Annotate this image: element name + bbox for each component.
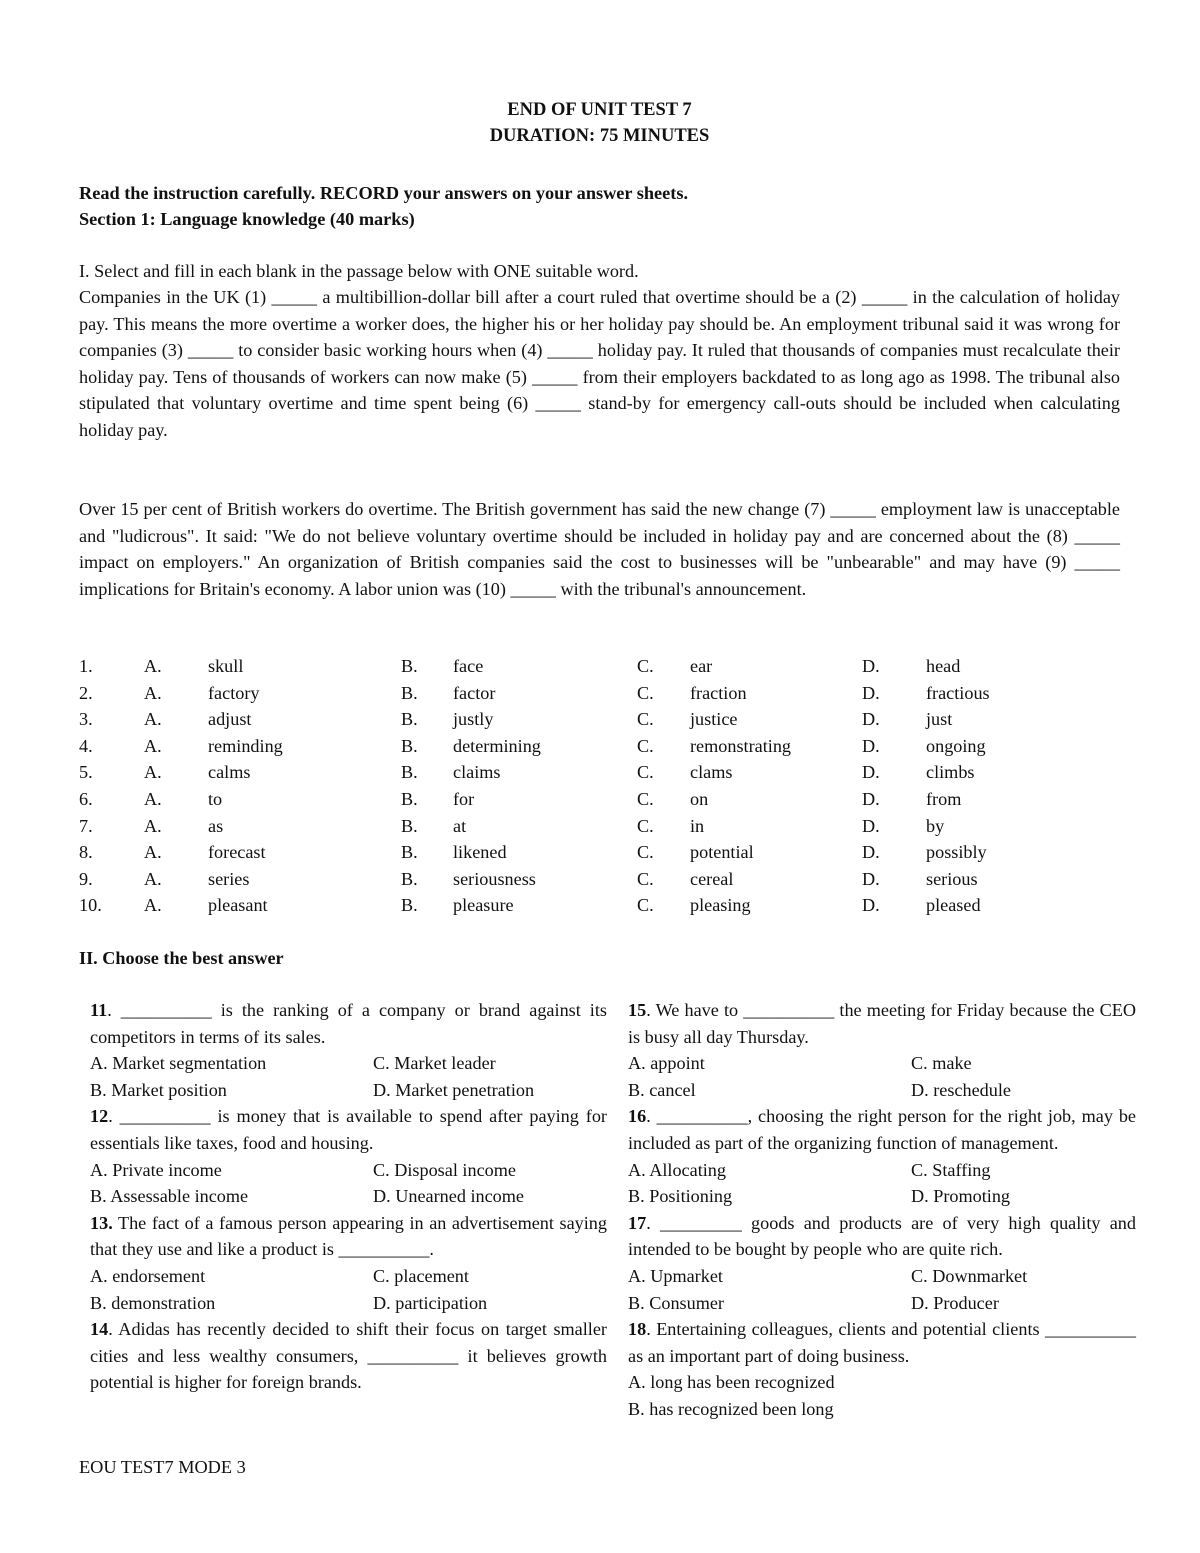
question-stem: . __________ is the ranking of a company or brand against its competitors in terms of its sales. <box>90 1000 607 1047</box>
option-letter: A. <box>144 842 162 863</box>
duration-heading: DURATION: 75 MINUTES <box>489 126 710 146</box>
option-letter: C. <box>637 682 654 703</box>
answer-option: A. Market segmentation <box>90 1053 267 1074</box>
answer-row <box>628 1077 1136 1104</box>
option-letter: C. <box>637 895 654 916</box>
question-number: 12 <box>90 1106 109 1127</box>
answer-option: A. Allocating <box>628 1159 726 1180</box>
option-d: serious <box>926 868 978 889</box>
answer-row <box>90 1290 607 1317</box>
option-letter: B. <box>401 842 418 863</box>
option-row <box>79 706 1120 733</box>
answer-option: C. Disposal income <box>373 1159 516 1180</box>
option-letter: A. <box>144 735 162 756</box>
answer-option: C. placement <box>373 1265 469 1286</box>
answer-option: B. Positioning <box>628 1186 733 1207</box>
question-number: 18 <box>628 1319 647 1340</box>
option-letter: C. <box>637 868 654 889</box>
option-b: seriousness <box>453 868 536 889</box>
answer-row <box>628 1183 1136 1210</box>
option-letter: D. <box>862 788 880 809</box>
option-letter: D. <box>862 842 880 863</box>
option-row <box>79 866 1120 893</box>
option-letter: D. <box>862 815 880 836</box>
question-number: 14 <box>90 1319 109 1340</box>
option-row <box>79 813 1120 840</box>
passage-paragraph-2: Over 15 per cent of British workers do overtime. The British government has said the new change (7) _____ employment law is unacceptable and "ludicrous". It said: "We do not believe voluntary overtime should be included in holiday pay and are concerned about the (8) _____ impact on employers." An organization of British companies said the cost to businesses will be "unbearable" and may have (9) _____ implications for Britain's economy. A labor union was (10) _____ with the tribunal's announcement. <box>79 499 1120 599</box>
answer-row <box>90 1050 607 1077</box>
option-a: as <box>208 815 224 836</box>
option-letter: A. <box>144 682 162 703</box>
option-letter: A. <box>144 895 162 916</box>
option-a: adjust <box>208 709 252 730</box>
answer-option: C. Market leader <box>373 1053 496 1074</box>
option-a: pleasant <box>208 895 268 916</box>
option-c: fraction <box>690 682 747 703</box>
option-d: climbs <box>926 762 975 783</box>
answer-option: B. Market position <box>90 1079 227 1100</box>
part2-title: II. Choose the best answer <box>79 948 284 968</box>
option-letter: B. <box>401 709 418 730</box>
questions-right-column <box>628 997 1136 1423</box>
option-b: justly <box>453 709 494 730</box>
question-stem: . __________, choosing the right person for the right job, may be included as part of the organizing function of management. <box>628 1106 1136 1153</box>
question-stem: . __________ is money that is available to spend after paying for essentials like taxes, food and housing. <box>90 1106 607 1153</box>
option-letter: A. <box>144 788 162 809</box>
question-stem: . _________ goods and products are of very high quality and intended to be bought by people who are quite rich. <box>628 1212 1136 1260</box>
question-number: 4. <box>79 735 93 756</box>
option-d: head <box>926 656 961 676</box>
option-letter: B. <box>401 895 418 916</box>
question-number: 17 <box>628 1212 647 1233</box>
option-row <box>79 653 1120 680</box>
answer-option: A. Upmarket <box>628 1265 723 1286</box>
question-number: 6. <box>79 788 93 809</box>
answer-row <box>90 1157 607 1184</box>
option-a: series <box>208 868 250 889</box>
answer-row <box>628 1157 1136 1184</box>
question-number: 9. <box>79 868 93 889</box>
option-d: pleased <box>926 895 981 916</box>
passage-paragraph-1: Companies in the UK (1) _____ a multibillion-dollar bill after a court ruled that overtime should be a (2) _____ in the calculation of holiday pay. This means the more overtime a worker does, the higher his or her holiday pay should be. An employment tribunal said it was wrong for companies (3) _____ to consider basic working hours when (4) _____ holiday pay. It ruled that thousands of companies must recalculate their holiday pay. Tens of thousands of workers can now make (5) _____ from their employers backdated to as long ago as 1998. The tribunal also stipulated that voluntary overtime and time spent being (6) _____ stand-by for emergency call-outs should be included when calculating holiday pay. <box>79 287 1120 440</box>
option-d: ongoing <box>926 735 986 756</box>
question-number: 8. <box>79 842 93 863</box>
question-stem: The fact of a famous person appearing in an advertisement saying that they use and like a product is __________. <box>90 1212 607 1260</box>
question-15 <box>628 997 1136 1050</box>
question-number: 15 <box>628 1000 647 1020</box>
option-d: fractious <box>926 682 990 703</box>
option-c: in <box>690 815 705 836</box>
answer-option: D. reschedule <box>911 1079 1011 1100</box>
option-b: likened <box>453 842 507 863</box>
question-13 <box>90 1210 607 1263</box>
option-letter: B. <box>401 815 418 836</box>
answer-option: B. Consumer <box>628 1292 724 1313</box>
option-d: just <box>926 709 953 730</box>
option-c: pleasing <box>690 895 751 916</box>
option-letter: C. <box>637 735 654 756</box>
answer-row <box>90 1077 607 1104</box>
question-16 <box>628 1103 1136 1156</box>
option-letter: B. <box>401 682 418 703</box>
answer-option: B. has recognized been long <box>628 1398 834 1419</box>
question-number: 13. <box>90 1212 113 1233</box>
options-table <box>79 653 1120 919</box>
question-stem: . Adidas has recently decided to shift their focus on target smaller cities and less wealthy consumers, __________ it believes growth potential is higher for foreign brands. <box>90 1319 607 1393</box>
option-b: at <box>453 815 467 836</box>
option-c: cereal <box>690 868 734 889</box>
section-heading: Section 1: Language knowledge (40 marks) <box>79 209 415 229</box>
option-a: calms <box>208 762 251 783</box>
option-letter: C. <box>637 788 654 809</box>
answer-row <box>90 1183 607 1210</box>
option-a: skull <box>208 656 244 676</box>
question-number: 11 <box>90 1000 108 1020</box>
option-c: justice <box>690 709 738 730</box>
option-letter: D. <box>862 762 880 783</box>
option-c: ear <box>690 656 713 676</box>
option-a: to <box>208 788 223 809</box>
question-number: 7. <box>79 815 93 836</box>
question-11 <box>90 997 607 1050</box>
answer-row <box>628 1263 1136 1290</box>
option-d: by <box>926 815 945 836</box>
option-letter: D. <box>862 735 880 756</box>
option-c: on <box>690 788 709 809</box>
option-letter: C. <box>637 709 654 730</box>
option-b: for <box>453 788 475 809</box>
option-a: factory <box>208 682 260 703</box>
option-a: reminding <box>208 735 283 756</box>
footer-code: EOU TEST7 MODE 3 <box>79 1457 246 1477</box>
answer-option: C. Staffing <box>911 1159 991 1180</box>
question-number: 16 <box>628 1106 647 1127</box>
option-letter: A. <box>144 815 162 836</box>
answer-option: D. Market penetration <box>373 1079 535 1100</box>
answer-option: A. endorsement <box>90 1265 206 1286</box>
option-row <box>79 733 1120 760</box>
question-number: 2. <box>79 682 93 703</box>
question-18 <box>628 1316 1136 1369</box>
option-b: factor <box>453 682 496 703</box>
answer-row <box>628 1290 1136 1317</box>
question-stem: . We have to __________ the meeting for Friday because the CEO is busy all day Thursday. <box>628 1000 1136 1047</box>
option-letter: A. <box>144 656 162 676</box>
answer-option: A. appoint <box>628 1053 705 1074</box>
option-letter: C. <box>637 762 654 783</box>
option-d: from <box>926 788 962 809</box>
question-number: 5. <box>79 762 93 783</box>
option-b: claims <box>453 762 501 783</box>
answer-option: D. Producer <box>911 1292 999 1313</box>
option-d: possibly <box>926 842 987 863</box>
option-letter: A. <box>144 709 162 730</box>
part1-title: I. Select and fill in each blank in the passage below with ONE suitable word. <box>79 261 639 281</box>
option-b: face <box>453 656 484 676</box>
option-letter: B. <box>401 762 418 783</box>
option-letter: D. <box>862 682 880 703</box>
question-14 <box>90 1316 607 1396</box>
question-number: 3. <box>79 709 93 730</box>
option-letter: D. <box>862 656 880 676</box>
option-row <box>79 892 1120 919</box>
page-title: END OF UNIT TEST 7 <box>507 100 692 120</box>
answer-option: D. Promoting <box>911 1186 1011 1207</box>
option-row <box>79 786 1120 813</box>
answer-option: D. participation <box>373 1292 488 1313</box>
answer-row <box>628 1050 1136 1077</box>
option-b: pleasure <box>453 895 514 916</box>
option-letter: B. <box>401 656 418 676</box>
option-letter: D. <box>862 895 880 916</box>
answer-option: B. demonstration <box>90 1292 216 1313</box>
answer-option: C. make <box>911 1053 972 1074</box>
option-letter: D. <box>862 709 880 730</box>
option-letter: C. <box>637 815 654 836</box>
option-row <box>79 680 1120 707</box>
answer-option: B. cancel <box>628 1079 696 1100</box>
answer-row <box>90 1263 607 1290</box>
option-c: potential <box>690 842 754 863</box>
question-stem: . Entertaining colleagues, clients and potential clients __________ as an important part of doing business. <box>628 1319 1136 1366</box>
option-row <box>79 759 1120 786</box>
option-a: forecast <box>208 842 266 863</box>
question-12 <box>90 1103 607 1156</box>
instruction-line: Read the instruction carefully. RECORD your answers on your answer sheets. <box>79 183 689 203</box>
question-number: 10. <box>79 895 102 916</box>
option-letter: C. <box>637 656 654 676</box>
option-c: clams <box>690 762 733 783</box>
option-letter: C. <box>637 842 654 863</box>
question-17 <box>628 1210 1136 1263</box>
option-row <box>79 839 1120 866</box>
option-b: determining <box>453 735 541 756</box>
answer-option: D. Unearned income <box>373 1186 524 1207</box>
option-letter: B. <box>401 868 418 889</box>
questions-left-column <box>90 997 607 1396</box>
option-letter: D. <box>862 868 880 889</box>
option-letter: B. <box>401 788 418 809</box>
answer-option: C. Downmarket <box>911 1265 1028 1286</box>
option-letter: A. <box>144 762 162 783</box>
option-letter: B. <box>401 735 418 756</box>
answer-option: A. Private income <box>90 1159 222 1180</box>
option-c: remonstrating <box>690 735 792 756</box>
option-letter: A. <box>144 868 162 889</box>
answer-option: A. long has been recognized <box>628 1372 835 1393</box>
answer-option: B. Assessable income <box>90 1186 249 1207</box>
question-number: 1. <box>79 656 93 676</box>
